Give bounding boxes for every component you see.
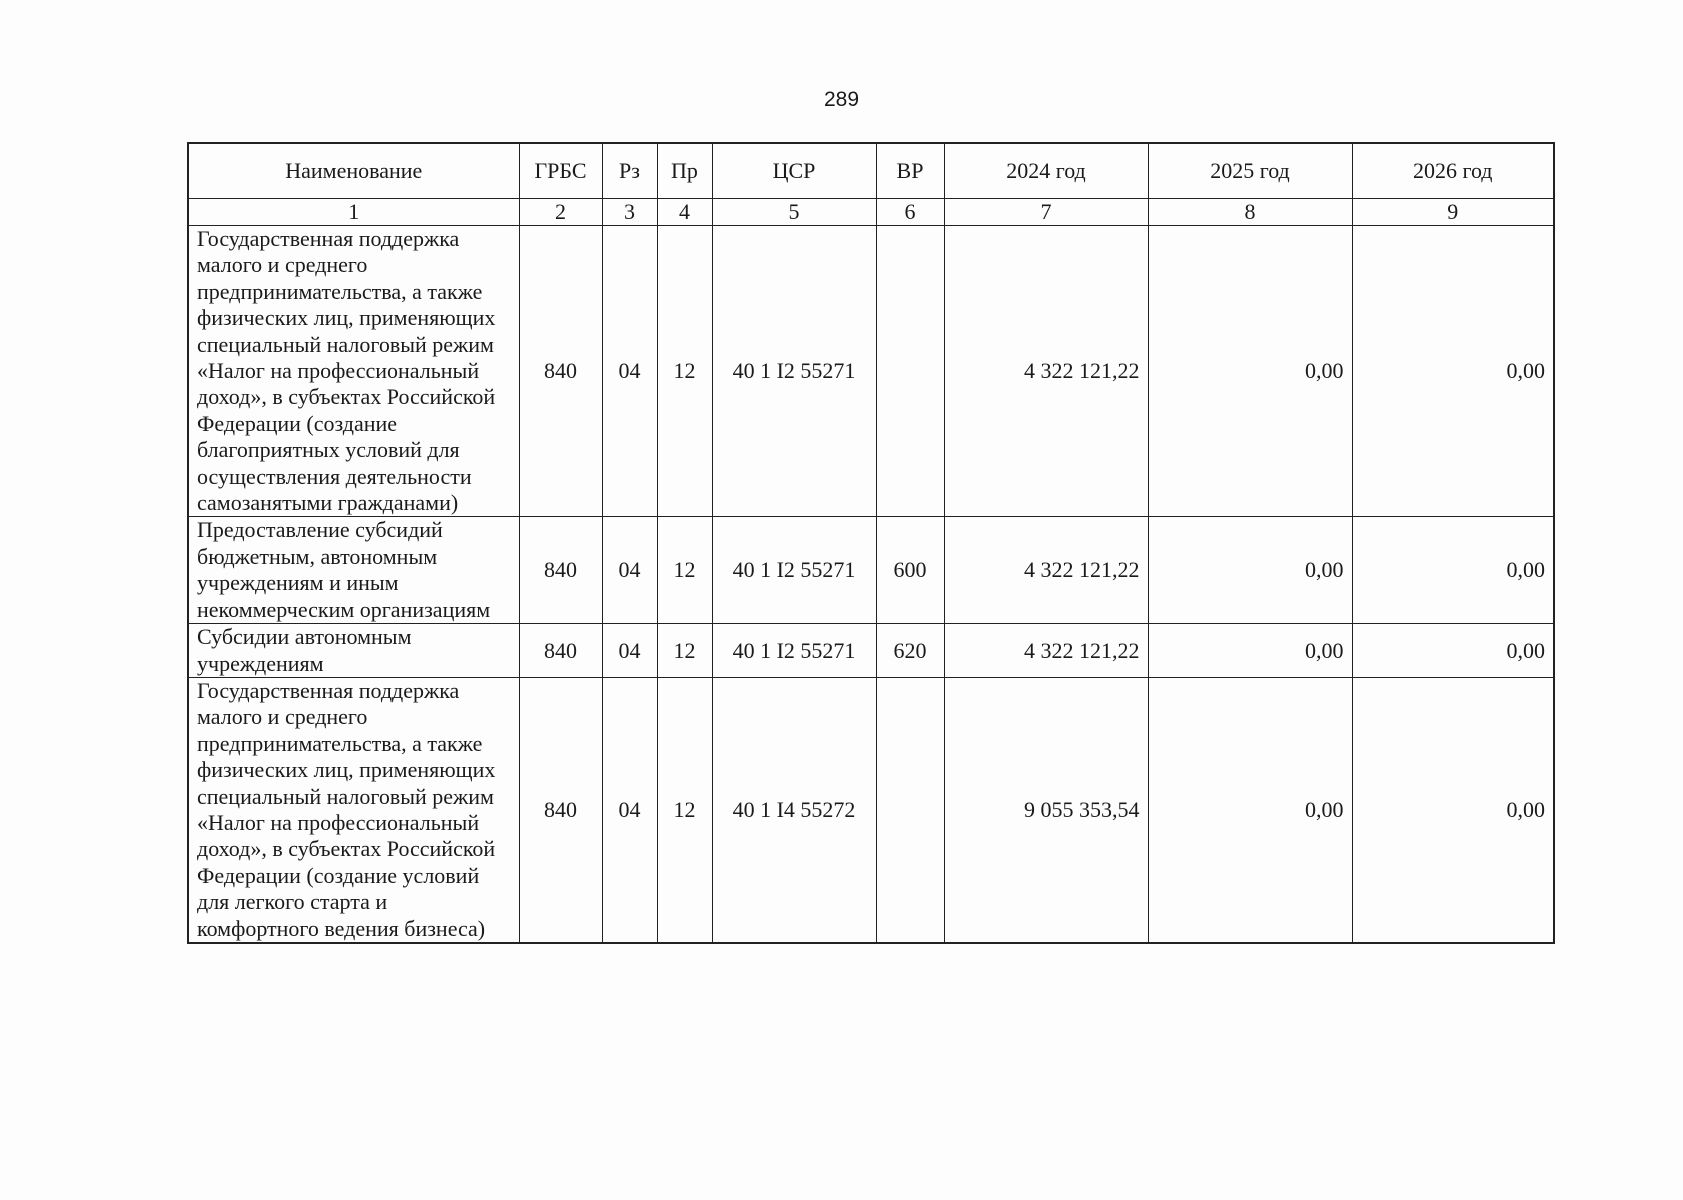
cell-2026: 0,00 [1352, 624, 1554, 678]
budget-table [187, 142, 1555, 944]
header-row [188, 143, 1554, 199]
column-number: 3 [602, 199, 657, 226]
cell-2024: 4 322 121,22 [944, 624, 1148, 678]
cell-2024: 4 322 121,22 [944, 517, 1148, 624]
cell-rz: 04 [602, 226, 657, 517]
cell-vr [876, 226, 944, 517]
header-csr: ЦСР [712, 143, 876, 199]
cell-name: Субсидии автономным учреждениям [188, 624, 519, 678]
cell-rz: 04 [602, 624, 657, 678]
cell-2026: 0,00 [1352, 226, 1554, 517]
table-row [188, 677, 1554, 943]
header-vr: ВР [876, 143, 944, 199]
header-name: Наименование [188, 143, 519, 199]
header-pr: Пр [657, 143, 712, 199]
column-number: 9 [1352, 199, 1554, 226]
cell-2026: 0,00 [1352, 517, 1554, 624]
header-2025: 2025 год [1148, 143, 1352, 199]
table-row [188, 226, 1554, 517]
cell-grbs: 840 [519, 677, 602, 943]
cell-2025: 0,00 [1148, 677, 1352, 943]
cell-2024: 9 055 353,54 [944, 677, 1148, 943]
cell-rz: 04 [602, 677, 657, 943]
cell-vr: 600 [876, 517, 944, 624]
column-number: 7 [944, 199, 1148, 226]
cell-grbs: 840 [519, 624, 602, 678]
cell-2025: 0,00 [1148, 517, 1352, 624]
page-number: 289 [823, 88, 860, 111]
cell-grbs: 840 [519, 226, 602, 517]
cell-2026: 0,00 [1352, 677, 1554, 943]
column-number: 4 [657, 199, 712, 226]
column-number-row [188, 199, 1554, 226]
table-row [188, 624, 1554, 678]
cell-2024: 4 322 121,22 [944, 226, 1148, 517]
column-number: 8 [1148, 199, 1352, 226]
cell-pr: 12 [657, 677, 712, 943]
column-number: 5 [712, 199, 876, 226]
cell-csr: 40 1 I2 55271 [712, 517, 876, 624]
cell-rz: 04 [602, 517, 657, 624]
table-row [188, 517, 1554, 624]
cell-2025: 0,00 [1148, 226, 1352, 517]
column-number: 1 [188, 199, 519, 226]
cell-name: Государственная поддержка малого и среднего предпринимательства, а также физических лиц, применяющих специальный налоговый режим «Налог на профессиональный доход», в субъектах Российской Федерации (создание условий для легкого старта и комфортного ведения бизнеса) [188, 677, 519, 943]
cell-2025: 0,00 [1148, 624, 1352, 678]
column-number: 6 [876, 199, 944, 226]
header-grbs: ГРБС [519, 143, 602, 199]
cell-name: Государственная поддержка малого и среднего предпринимательства, а также физических лиц, применяющих специальный налоговый режим «Налог на профессиональный доход», в субъектах Российской Федерации (создание благоприятных условий для осуществления деятельности самозанятыми гражданами) [188, 226, 519, 517]
cell-vr [876, 677, 944, 943]
cell-vr: 620 [876, 624, 944, 678]
cell-csr: 40 1 I2 55271 [712, 226, 876, 517]
header-2024: 2024 год [944, 143, 1148, 199]
cell-grbs: 840 [519, 517, 602, 624]
header-rz: Рз [602, 143, 657, 199]
cell-pr: 12 [657, 517, 712, 624]
cell-name: Предоставление субсидий бюджетным, автономным учреждениям и иным некоммерческим организациям [188, 517, 519, 624]
cell-csr: 40 1 I4 55272 [712, 677, 876, 943]
column-number: 2 [519, 199, 602, 226]
cell-csr: 40 1 I2 55271 [712, 624, 876, 678]
cell-pr: 12 [657, 624, 712, 678]
header-2026: 2026 год [1352, 143, 1554, 199]
cell-pr: 12 [657, 226, 712, 517]
